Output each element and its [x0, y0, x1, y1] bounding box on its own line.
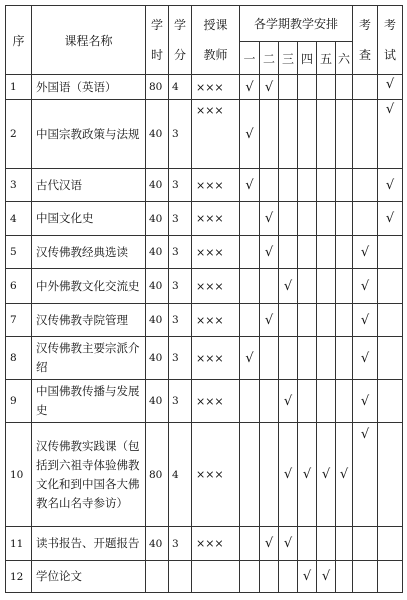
course-teacher [192, 561, 240, 593]
table-header [6, 6, 403, 75]
semester-5-mark [317, 169, 336, 202]
semester-4-mark [298, 269, 317, 304]
header-credits [169, 6, 192, 75]
semester-4-mark [298, 304, 317, 337]
exam-check-mark: √ [353, 423, 378, 527]
semester-3-mark [279, 236, 298, 269]
semester-3-mark [279, 202, 298, 236]
header-hours-line2: 时 [150, 48, 163, 62]
table-row [6, 304, 403, 337]
semester-2-mark [260, 423, 279, 527]
exam-test-mark [378, 423, 403, 527]
semester-5-mark: √ [317, 423, 336, 527]
semester-3-mark: √ [279, 423, 298, 527]
table-row [6, 527, 403, 561]
course-teacher: ××× [192, 269, 240, 304]
semester-2-mark: √ [260, 75, 279, 100]
table-row [6, 269, 403, 304]
exam-check-mark: √ [353, 304, 378, 337]
table-row [6, 75, 403, 100]
header-hours-line1: 学 [150, 18, 163, 32]
course-hours: 40 [146, 337, 169, 380]
course-credits: 3 [169, 100, 192, 169]
course-name: 古代汉语 [32, 169, 146, 202]
semester-6-mark [336, 269, 353, 304]
semester-6-mark [336, 304, 353, 337]
course-credits: 3 [169, 236, 192, 269]
course-name: 学位论文 [32, 561, 146, 593]
table-row [6, 423, 403, 527]
course-name: 汉传佛教经典选读 [32, 236, 146, 269]
semester-3-mark: √ [279, 269, 298, 304]
row-index: 5 [6, 236, 32, 269]
course-teacher: ××× [192, 75, 240, 100]
course-teacher: ××× [192, 380, 240, 423]
header-test-line2: 试 [383, 48, 396, 62]
semester-1-mark [240, 269, 260, 304]
exam-check-mark [353, 527, 378, 561]
course-hours: 40 [146, 304, 169, 337]
exam-check-mark [353, 75, 378, 100]
semester-4-mark [298, 236, 317, 269]
course-teacher: ××× [192, 202, 240, 236]
semester-6-mark [336, 169, 353, 202]
table-row [6, 169, 403, 202]
semester-4-mark [298, 169, 317, 202]
exam-check-mark: √ [353, 380, 378, 423]
course-credits: 3 [169, 380, 192, 423]
course-name: 中国宗教政策与法规 [32, 100, 146, 169]
course-name: 汉传佛教实践课（包括到六祖寺体验佛教文化和到中国各大佛教名山名寺参访） [32, 423, 146, 527]
semester-1-mark: √ [240, 169, 260, 202]
course-name: 外国语（英语） [32, 75, 146, 100]
semester-3-mark [279, 169, 298, 202]
table-row [6, 561, 403, 593]
semester-4-mark: √ [298, 561, 317, 593]
semester-6-mark [336, 236, 353, 269]
row-index: 2 [6, 100, 32, 169]
exam-test-mark: √ [378, 202, 403, 236]
header-sem-2: 二 [260, 42, 279, 75]
course-teacher: ××× [192, 337, 240, 380]
exam-test-mark [378, 269, 403, 304]
semester-2-mark: √ [260, 202, 279, 236]
exam-test-mark [378, 304, 403, 337]
course-hours: 80 [146, 423, 169, 527]
table-row [6, 202, 403, 236]
course-teacher: ××× [192, 304, 240, 337]
semester-1-mark [240, 202, 260, 236]
header-test-line1: 考 [383, 18, 396, 32]
semester-2-mark: √ [260, 304, 279, 337]
semester-1-mark [240, 236, 260, 269]
header-teacher-line2: 教师 [203, 48, 228, 62]
semester-2-mark [260, 380, 279, 423]
row-index: 10 [6, 423, 32, 527]
header-sem-5: 五 [317, 42, 336, 75]
semester-2-mark: √ [260, 236, 279, 269]
semester-6-mark [336, 380, 353, 423]
semester-6-mark [336, 527, 353, 561]
semester-5-mark [317, 100, 336, 169]
semester-5-mark: √ [317, 561, 336, 593]
header-teacher [192, 6, 240, 75]
course-credits: 3 [169, 337, 192, 380]
header-credits-line2: 分 [173, 48, 186, 62]
course-hours: 40 [146, 202, 169, 236]
semester-2-mark: √ [260, 527, 279, 561]
course-credits [169, 561, 192, 593]
semester-2-mark [260, 100, 279, 169]
semester-3-mark [279, 337, 298, 380]
header-credits-line1: 学 [173, 18, 186, 32]
course-credits: 3 [169, 527, 192, 561]
exam-test-mark [378, 380, 403, 423]
semester-1-mark: √ [240, 75, 260, 100]
header-exam-check [353, 6, 378, 75]
row-index: 7 [6, 304, 32, 337]
row-index: 6 [6, 269, 32, 304]
exam-test-mark: √ [378, 75, 403, 100]
semester-4-mark [298, 75, 317, 100]
course-hours: 40 [146, 236, 169, 269]
course-hours: 40 [146, 380, 169, 423]
course-credits: 3 [169, 269, 192, 304]
course-name: 汉传佛教寺院管理 [32, 304, 146, 337]
header-semester-schedule: 各学期教学安排 [240, 6, 353, 42]
course-name: 汉传佛教主要宗派介绍 [32, 337, 146, 380]
semester-5-mark [317, 527, 336, 561]
semester-3-mark [279, 304, 298, 337]
semester-5-mark [317, 75, 336, 100]
exam-test-mark: √ [378, 169, 403, 202]
semester-3-mark [279, 75, 298, 100]
semester-5-mark [317, 380, 336, 423]
row-index: 3 [6, 169, 32, 202]
exam-test-mark: √ [378, 100, 403, 169]
semester-4-mark [298, 100, 317, 169]
exam-check-mark: √ [353, 236, 378, 269]
semester-3-mark [279, 100, 298, 169]
course-credits: 3 [169, 202, 192, 236]
course-credits: 3 [169, 169, 192, 202]
semester-6-mark [336, 561, 353, 593]
semester-1-mark: √ [240, 100, 260, 169]
course-teacher: ××× [192, 169, 240, 202]
semester-4-mark [298, 337, 317, 380]
table-row [6, 380, 403, 423]
table-row [6, 100, 403, 169]
header-teacher-line1: 授课 [203, 18, 228, 32]
semester-2-mark [260, 269, 279, 304]
header-exam-line2: 查 [358, 48, 371, 62]
exam-check-mark: √ [353, 337, 378, 380]
course-name: 中国佛教传播与发展史 [32, 380, 146, 423]
semester-5-mark [317, 202, 336, 236]
exam-check-mark [353, 100, 378, 169]
semester-5-mark [317, 236, 336, 269]
header-sem-6: 六 [336, 42, 353, 75]
course-name: 中外佛教文化交流史 [32, 269, 146, 304]
table-body [6, 75, 403, 593]
course-credits: 4 [169, 423, 192, 527]
course-teacher: ××× [192, 527, 240, 561]
header-sem-3: 三 [279, 42, 298, 75]
semester-3-mark [279, 561, 298, 593]
semester-2-mark [260, 337, 279, 380]
exam-test-mark [378, 236, 403, 269]
exam-test-mark [378, 527, 403, 561]
exam-check-mark [353, 169, 378, 202]
row-index: 9 [6, 380, 32, 423]
semester-5-mark [317, 304, 336, 337]
semester-1-mark [240, 304, 260, 337]
row-index: 4 [6, 202, 32, 236]
header-exam-line1: 考 [358, 18, 371, 32]
semester-3-mark: √ [279, 380, 298, 423]
course-teacher: ××× [192, 100, 240, 169]
semester-2-mark [260, 169, 279, 202]
exam-test-mark [378, 337, 403, 380]
semester-6-mark [336, 202, 353, 236]
row-index: 8 [6, 337, 32, 380]
semester-6-mark [336, 100, 353, 169]
semester-5-mark [317, 269, 336, 304]
header-index: 序 [6, 6, 32, 75]
course-teacher: ××× [192, 236, 240, 269]
table-row [6, 337, 403, 380]
semester-6-mark [336, 337, 353, 380]
semester-5-mark [317, 337, 336, 380]
header-course-name: 课程名称 [32, 6, 146, 75]
semester-4-mark [298, 527, 317, 561]
semester-1-mark [240, 561, 260, 593]
course-name: 读书报告、开题报告 [32, 527, 146, 561]
exam-test-mark [378, 561, 403, 593]
semester-1-mark [240, 423, 260, 527]
semester-6-mark: √ [336, 423, 353, 527]
semester-4-mark: √ [298, 423, 317, 527]
semester-1-mark: √ [240, 337, 260, 380]
curriculum-table [5, 5, 403, 593]
course-hours: 40 [146, 100, 169, 169]
header-sem-1: 一 [240, 42, 260, 75]
course-name: 中国文化史 [32, 202, 146, 236]
row-index: 1 [6, 75, 32, 100]
header-exam-test [378, 6, 403, 75]
header-hours [146, 6, 169, 75]
table-row [6, 236, 403, 269]
course-hours: 80 [146, 75, 169, 100]
course-teacher: ××× [192, 423, 240, 527]
semester-4-mark [298, 380, 317, 423]
semester-6-mark [336, 75, 353, 100]
course-credits: 3 [169, 304, 192, 337]
course-hours [146, 561, 169, 593]
semester-4-mark [298, 202, 317, 236]
course-hours: 40 [146, 169, 169, 202]
course-credits: 4 [169, 75, 192, 100]
row-index: 11 [6, 527, 32, 561]
semester-2-mark [260, 561, 279, 593]
semester-1-mark [240, 527, 260, 561]
row-index: 12 [6, 561, 32, 593]
exam-check-mark: √ [353, 269, 378, 304]
semester-3-mark: √ [279, 527, 298, 561]
course-hours: 40 [146, 527, 169, 561]
course-hours: 40 [146, 269, 169, 304]
semester-1-mark [240, 380, 260, 423]
header-sem-4: 四 [298, 42, 317, 75]
exam-check-mark [353, 561, 378, 593]
exam-check-mark [353, 202, 378, 236]
